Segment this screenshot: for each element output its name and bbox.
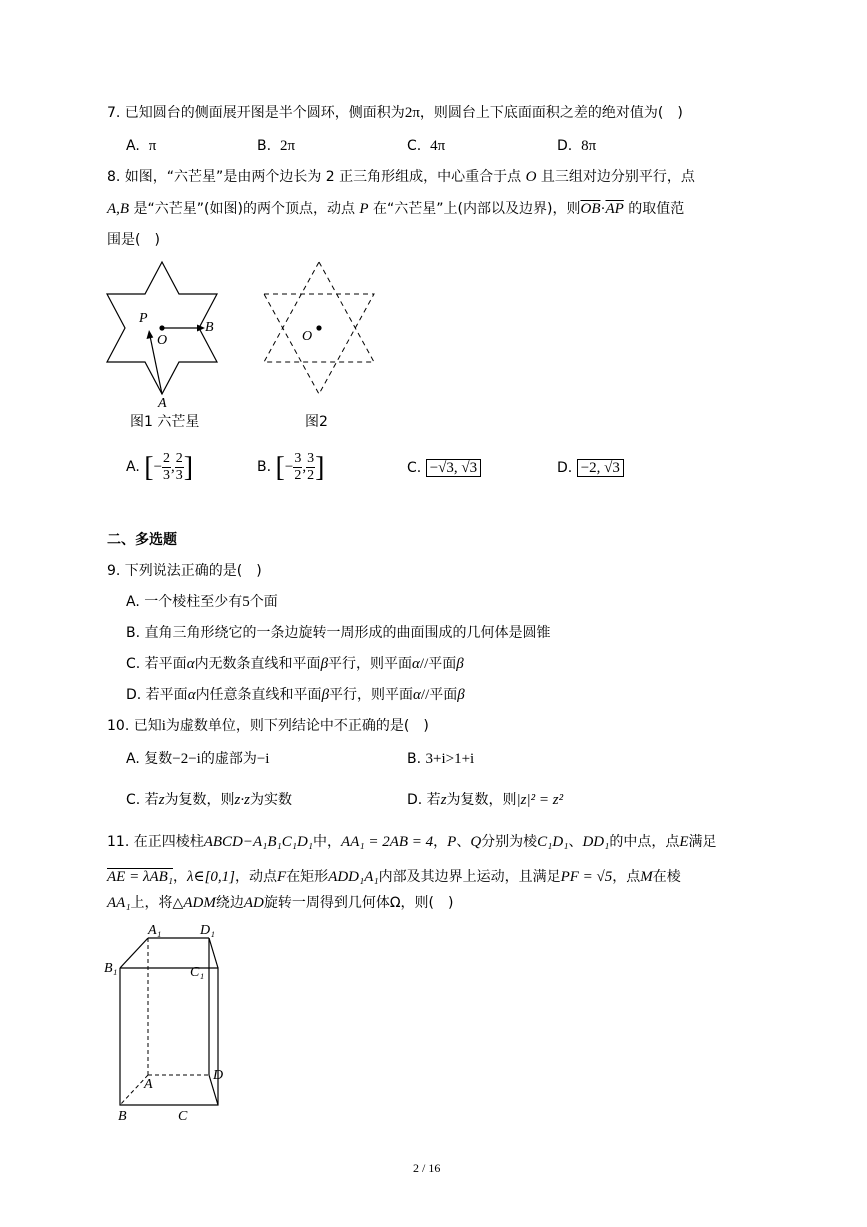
edge-d1c1 [209,938,218,968]
arrowhead-b-icon [197,325,205,332]
edge-b1a1 [120,938,148,968]
label-p: P [139,311,148,326]
q9-stem: 9. 下列说法正确的是( ) [107,563,262,579]
q10-option-c[interactable]: C. 若z为复数，则z·z为实数 [126,792,292,808]
q8-option-d[interactable]: D. −2, √3 [557,458,624,478]
label-a: A [158,396,167,408]
triangle-down [264,294,374,394]
q11-stem-line2: AE = λAB₁，λ∈[0,1]，动点F在矩形ADD₁A₁内部及其边界上运动，且满足PF = √5，点M在棱 [107,869,681,885]
q9-option-a[interactable]: A. 一个棱柱至少有5个面 [126,594,278,610]
q8-stem-line1: 8. 如图，“六芒星”是由两个边长为 2 正三角形组成，中心重合于点 O 且三组对边分别平行，点 [107,169,695,185]
q8-option-a[interactable]: A. [− $\frac{2}{3}$ , $\frac{2}{3}$ ] [126,450,194,483]
label-a1: A₁ [148,923,162,938]
arrowhead-p-icon [147,330,154,339]
center-point [316,325,321,330]
label-b: B [118,1109,127,1124]
q10-option-d[interactable]: D. 若z为复数，则|z|² = z² [407,792,564,808]
q7-option-a[interactable]: A. π [126,138,157,154]
label-d: D [213,1068,224,1083]
label-a: A [144,1077,153,1092]
figure-2-hexagram [252,258,387,408]
q8-option-b[interactable]: B. [− $\frac{3}{2}$ , $\frac{3}{2}$ ] [257,450,325,483]
q8-stem-line2: A,B 是“六芒星”(如图)的两个顶点，动点 P 在“六芒星”上(内部以及边界)，则$\overline{OB}\cdot\overline{AP}$ 的取值范 [107,201,685,217]
q9-option-c[interactable]: C. 若平面α内无数条直线和平面β平行，则平面α//平面β [126,656,464,672]
q7-option-b[interactable]: B. 2π [257,138,296,154]
label-c1: C₁ [190,965,205,980]
q11-stem-line1: 11. 在正四棱柱ABCD−A₁B₁C₁D₁中，AA₁ = 2AB = 4，P、Q分别为棱C₁D₁、DD₁的中点，点E满足 [107,834,717,850]
figure-2-caption: 图2 [305,414,328,430]
label-o: O [302,329,313,344]
label-d1: D₁ [200,923,215,938]
label-b: B [205,320,214,335]
page-number: 2 / 16 [413,1161,441,1175]
label-o: O [157,333,168,348]
q8-option-c[interactable]: C. −√3, √3 [407,458,481,478]
q9-option-b[interactable]: B. 直角三角形绕它的一条边旋转一周形成的曲面围成的几何体是圆锥 [126,625,551,641]
triangle-up [264,262,374,362]
figure-1-caption: 图1 六芒星 [130,414,200,430]
q7-option-d[interactable]: D. 8π [557,138,597,154]
q11-stem-line3: AA₁上，将△ADM绕边AD旋转一周得到几何体Ω，则( ) [107,895,454,911]
q7-option-c[interactable]: C. 4π [407,138,446,154]
figure-1-hexagram [95,258,230,408]
q8-stem-line3: 围是( ) [107,232,160,248]
q10-option-a[interactable]: A. 复数−2−i的虚部为−i [126,751,270,767]
label-b1: B₁ [104,961,118,976]
prism-figure [100,920,240,1125]
section-title: 二、多选题 [107,532,177,548]
q9-option-d[interactable]: D. 若平面α内任意条直线和平面β平行，则平面α//平面β [126,687,465,703]
q7-stem: 7. 已知圆台的侧面展开图是半个圆环，侧面积为2π，则圆台上下底面面积之差的绝对值为( ) [107,105,683,121]
label-c: C [178,1109,188,1124]
q10-option-b[interactable]: B. 3+i>1+i [407,751,475,767]
q10-stem: 10. 已知i为虚数单位，则下列结论中不正确的是( ) [107,718,429,734]
front-face [120,968,218,1105]
